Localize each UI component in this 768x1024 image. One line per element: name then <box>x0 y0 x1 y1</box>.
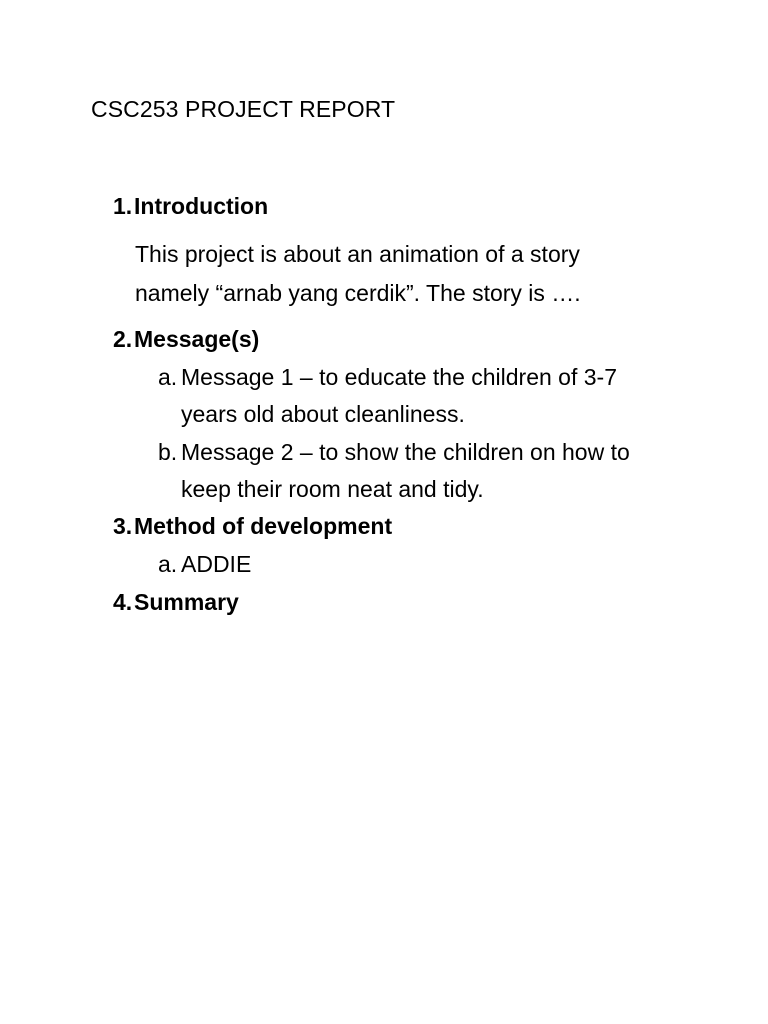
section-number: 3. <box>113 513 133 539</box>
list-item-line: keep their room neat and tidy. <box>181 476 484 502</box>
section-title: Message(s) <box>134 326 260 352</box>
intro-paragraph-line: namely “arnab yang cerdik”. The story is …. <box>135 280 581 306</box>
section-heading-summary <box>113 589 239 616</box>
list-item-marker: b. <box>158 439 178 465</box>
section-heading-introduction <box>113 193 268 220</box>
section-title: Method of development <box>134 513 393 539</box>
list-item-marker: a. <box>158 551 178 577</box>
section-heading-messages <box>113 326 259 353</box>
list-item-line: Message 1 – to educate the children of 3-7 <box>181 364 618 390</box>
section-title: Introduction <box>134 193 269 219</box>
section-number: 4. <box>113 589 133 615</box>
section-title: Summary <box>134 589 239 615</box>
list-item-line: Message 2 – to show the children on how to <box>181 439 630 465</box>
list-item-marker: a. <box>158 364 178 390</box>
section-number: 1. <box>113 193 133 219</box>
intro-paragraph-line: This project is about an animation of a story <box>135 241 580 267</box>
section-number: 2. <box>113 326 133 352</box>
list-item-line: years old about cleanliness. <box>181 401 465 427</box>
section-heading-method <box>113 513 392 540</box>
list-item-line: ADDIE <box>181 551 252 577</box>
document-title: CSC253 PROJECT REPORT <box>91 96 396 122</box>
